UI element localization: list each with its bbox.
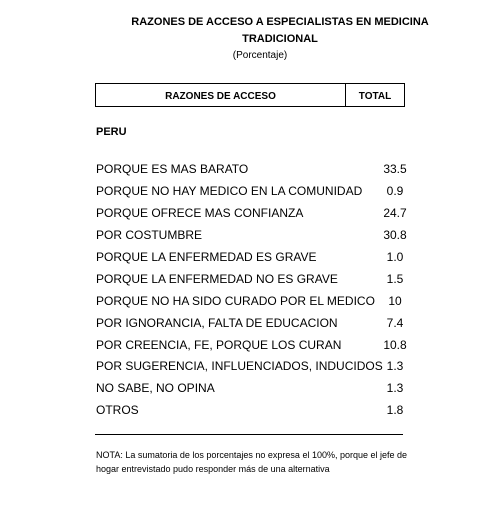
row-label: POR IGNORANCIA, FALTA DE EDUCACION	[96, 316, 338, 330]
row-value: 30.8	[383, 228, 407, 242]
table-row	[96, 403, 416, 423]
table-row	[96, 294, 416, 314]
table-row	[96, 228, 416, 248]
row-label: POR CREENCIA, FE, PORQUE LOS CURAN	[96, 338, 342, 352]
row-value: 10	[388, 294, 402, 308]
row-value: 1.5	[386, 272, 404, 286]
table-row	[96, 381, 416, 401]
row-label: OTROS	[96, 403, 139, 417]
table-row	[96, 206, 416, 226]
table-header	[95, 83, 405, 107]
row-label: PORQUE NO HA SIDO CURADO POR EL MEDICO	[96, 294, 375, 308]
row-label: PORQUE ES MAS BARATO	[96, 162, 249, 176]
row-label: PORQUE OFRECE MAS CONFIANZA	[96, 206, 304, 220]
column-header-reason: RAZONES DE ACCESO	[96, 84, 346, 106]
row-value: 1.0	[386, 250, 404, 264]
table-bottom-rule	[95, 434, 403, 435]
table-row	[96, 272, 416, 292]
row-value: 1.3	[386, 359, 404, 373]
region-label: PERU	[96, 126, 127, 138]
row-label: POR SUGERENCIA, INFLUENCIADOS, INDUCIDOS	[96, 359, 383, 373]
document-title: RAZONES DE ACCESO A ESPECIALISTAS EN MEDICINA TRADICIONAL	[131, 16, 429, 45]
row-label: PORQUE LA ENFERMEDAD ES GRAVE	[96, 250, 317, 264]
table-row	[96, 162, 416, 182]
row-value: 7.4	[386, 316, 404, 330]
column-header-total: TOTAL	[358, 91, 392, 102]
row-value: 1.3	[386, 381, 404, 395]
row-label: NO SABE, NO OPINA	[96, 381, 215, 395]
row-value: 10.8	[383, 338, 407, 352]
table-row	[96, 250, 416, 270]
row-value: 33.5	[383, 162, 407, 176]
row-value: 1.8	[386, 403, 404, 417]
row-value: 24.7	[383, 206, 407, 220]
row-value: 0.9	[386, 184, 404, 198]
table-row	[96, 184, 416, 204]
table-row	[96, 338, 416, 358]
row-label: PORQUE LA ENFERMEDAD NO ES GRAVE	[96, 272, 338, 286]
row-label: POR COSTUMBRE	[96, 228, 203, 242]
table-row	[96, 359, 416, 379]
document-subtitle: (Porcentaje)	[232, 50, 288, 61]
footnote: NOTA: La sumatoria de los porcentajes no expresa el 100%, porque el jefe de hogar entrevistado pudo responder más de una alternativa	[96, 450, 408, 474]
row-label: PORQUE NO HAY MEDICO EN LA COMUNIDAD	[96, 184, 363, 198]
table-row	[96, 316, 416, 336]
